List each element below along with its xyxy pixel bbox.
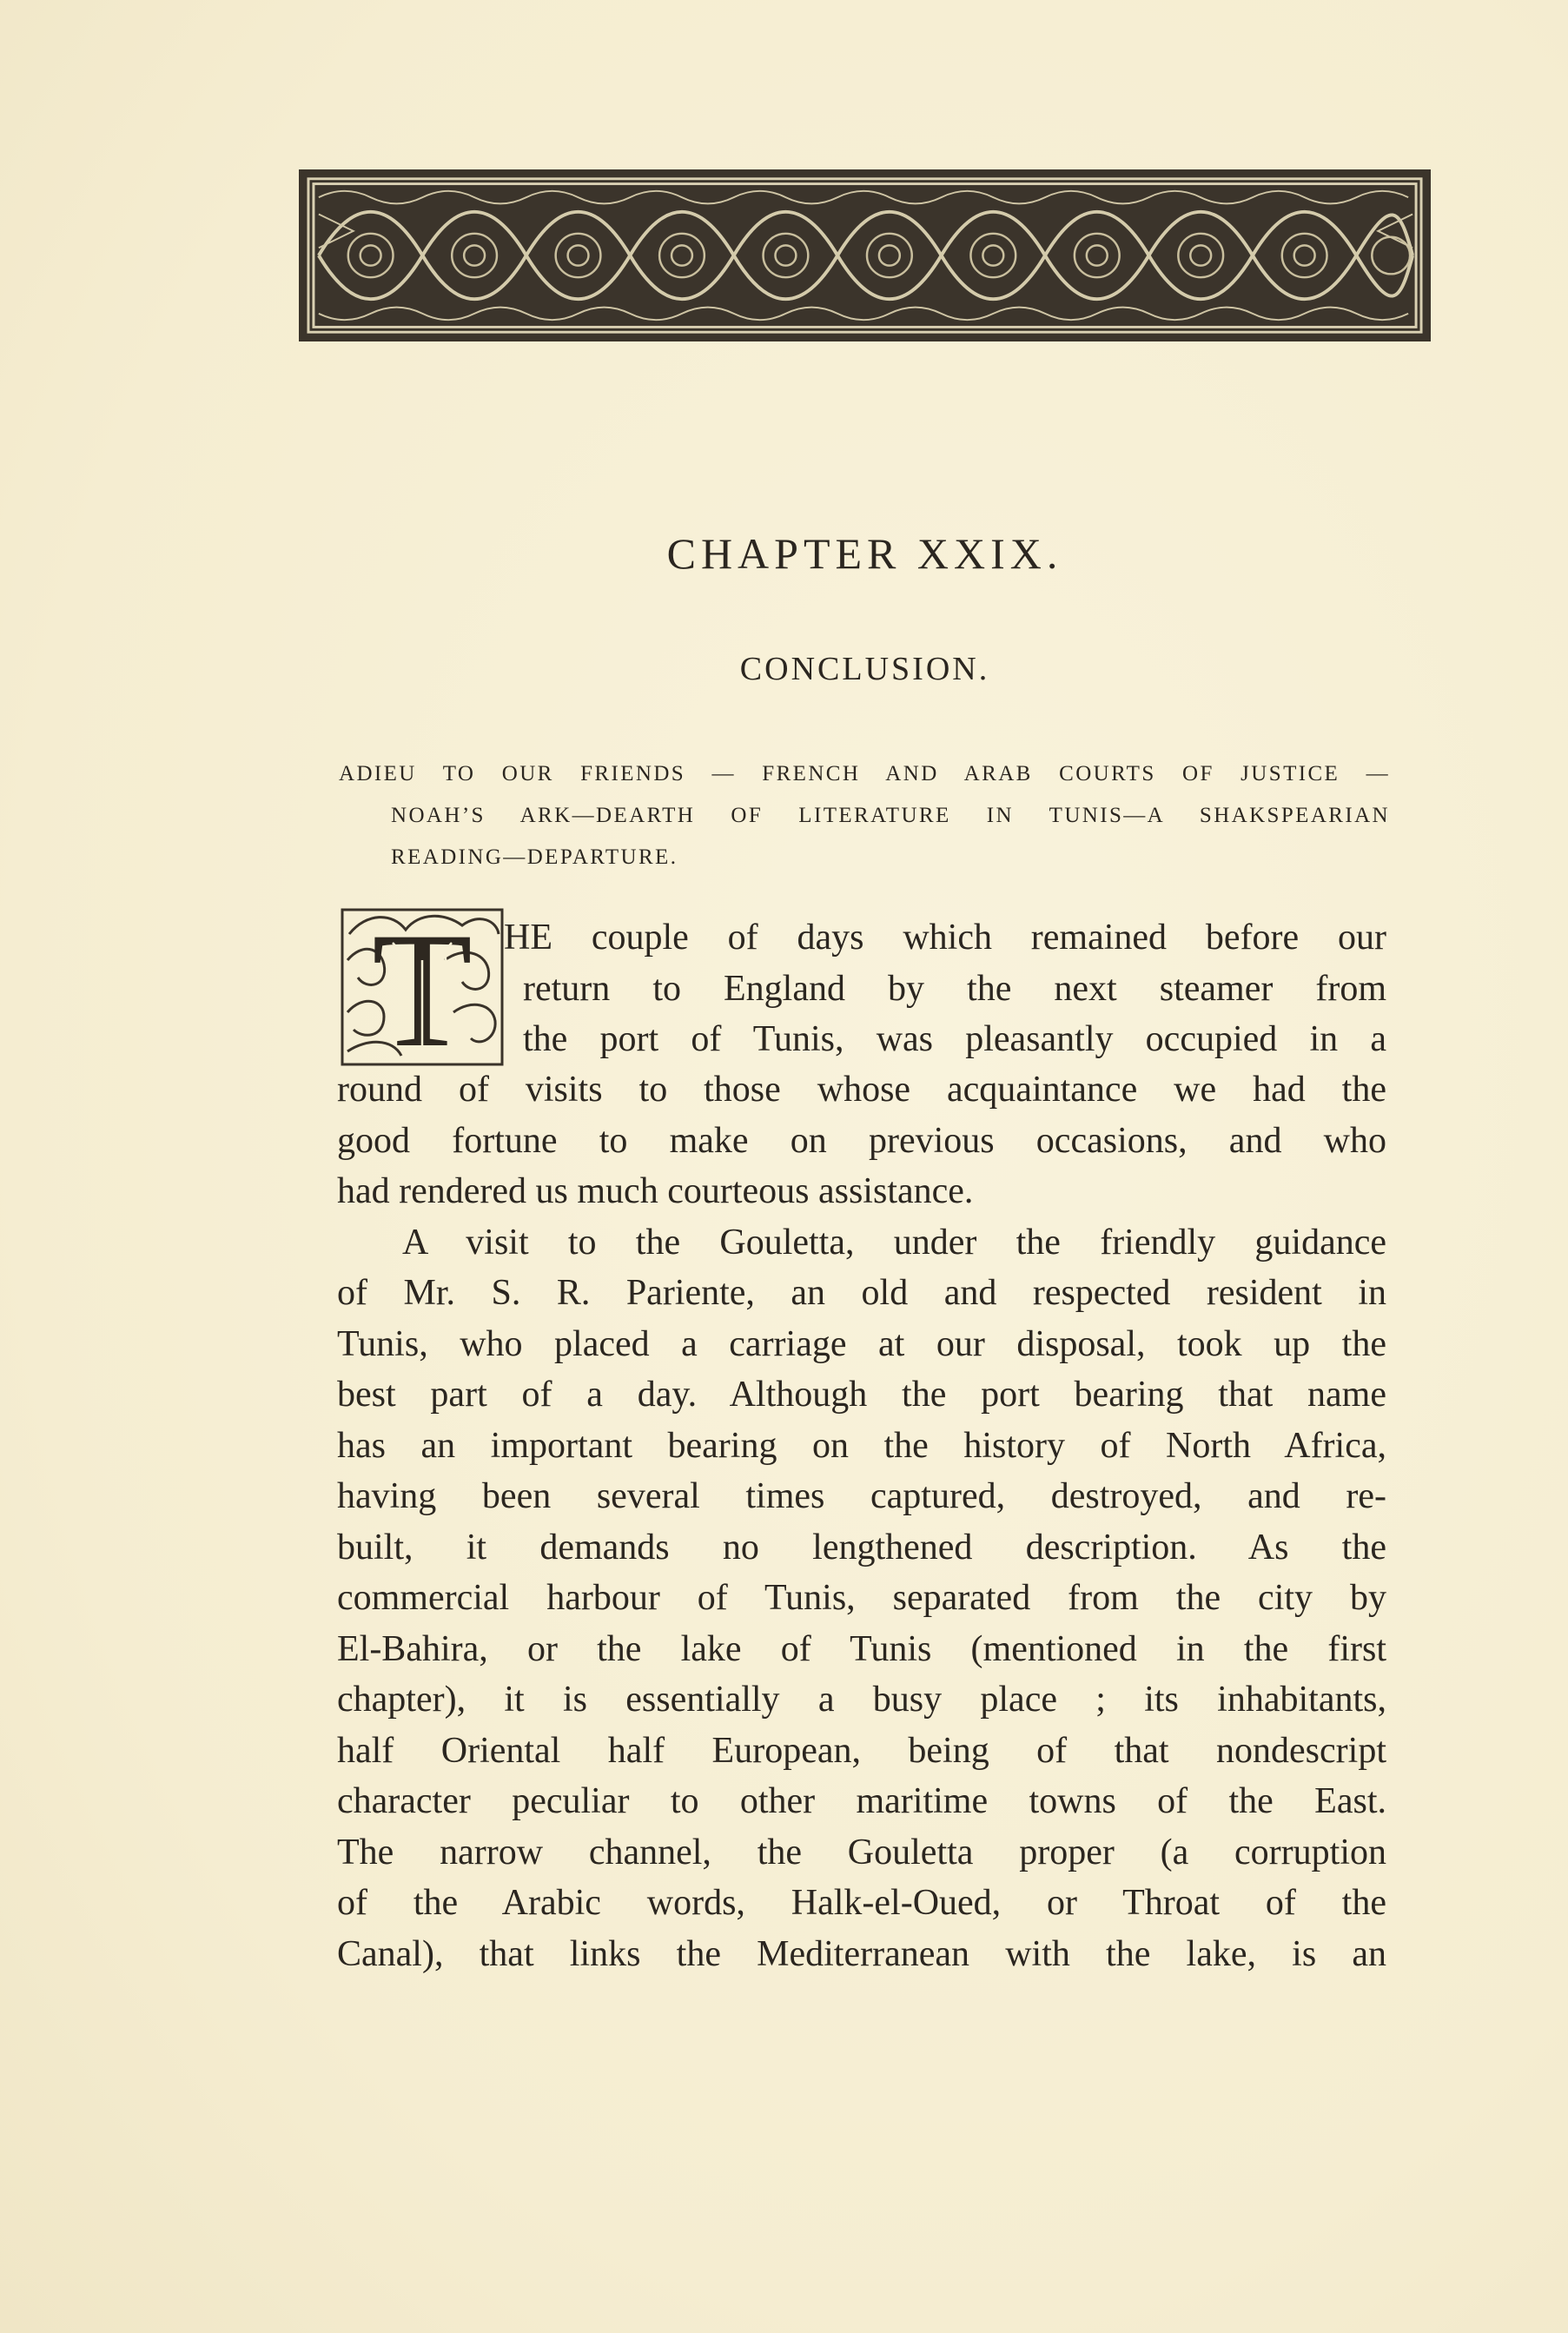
ornamental-initial-icon (341, 908, 504, 1066)
text-line: El-Bahira, or the lake of Tunis (mentioned in the first (337, 1628, 1386, 1669)
text-line: had rendered us much courteous assistance. (337, 1171, 974, 1211)
paragraph-1-lead (504, 912, 1386, 1065)
text-line: of Mr. S. R. Pariente, an old and respected resident in (337, 1273, 1386, 1313)
section-title: CONCLUSION. (739, 651, 990, 687)
text-line: Tunis, who placed a carriage at our disposal, took up the (337, 1323, 1386, 1364)
synopsis-line: READING—DEPARTURE. (391, 845, 678, 869)
text-line: HE couple of days which remained before our (504, 918, 1386, 958)
arabesque-ornament-icon (301, 172, 1428, 339)
drop-cap-initial (341, 908, 504, 1066)
text-line: chapter), it is essentially a busy place ; its inhabitants, (337, 1680, 1386, 1720)
text-line: built, it demands no lengthened description. As the (337, 1527, 1386, 1567)
synopsis-line: ADIEU TO OUR FRIENDS — FRENCH AND ARAB COURTS OF JUSTICE — (339, 762, 1390, 785)
text-line: half Oriental half European, being of that nondescript (337, 1730, 1386, 1771)
text-line: good fortune to make on previous occasions, and who (337, 1120, 1386, 1161)
chapter-synopsis (339, 753, 1390, 878)
text-line: A visit to the Gouletta, under the friendly guidance (402, 1222, 1386, 1263)
text-line: of the Arabic words, Halk-el-Oued, or Throat of the (337, 1883, 1386, 1923)
text-line: round of visits to those whose acquaintance we had the (337, 1070, 1386, 1110)
text-line: commercial harbour of Tunis, separated from the city by (337, 1578, 1386, 1618)
text-line: The narrow channel, the Gouletta proper (a corruption (337, 1832, 1386, 1872)
chapter-title: CHAPTER XXIX. (666, 529, 1063, 578)
text-line: character peculiar to other maritime towns of the East. (337, 1781, 1386, 1821)
body-text (337, 1064, 1386, 1979)
text-line: has an important bearing on the history of North Africa, (337, 1425, 1386, 1466)
synopsis-line: NOAH’S ARK—DEARTH OF LITERATURE IN TUNIS—A SHAKSPEARIAN (391, 804, 1390, 827)
text-line: having been several times captured, destroyed, and re- (337, 1476, 1386, 1516)
text-line: Canal), that links the Mediterranean with the lake, is an (337, 1933, 1386, 1974)
drop-cap-letter: T (371, 908, 473, 1066)
text-line: best part of a day. Although the port bearing that name (337, 1375, 1386, 1415)
ornamental-headpiece (299, 169, 1431, 341)
text-line: the port of Tunis, was pleasantly occupied in a (523, 1019, 1386, 1059)
text-line: return to England by the next steamer from (523, 968, 1386, 1009)
